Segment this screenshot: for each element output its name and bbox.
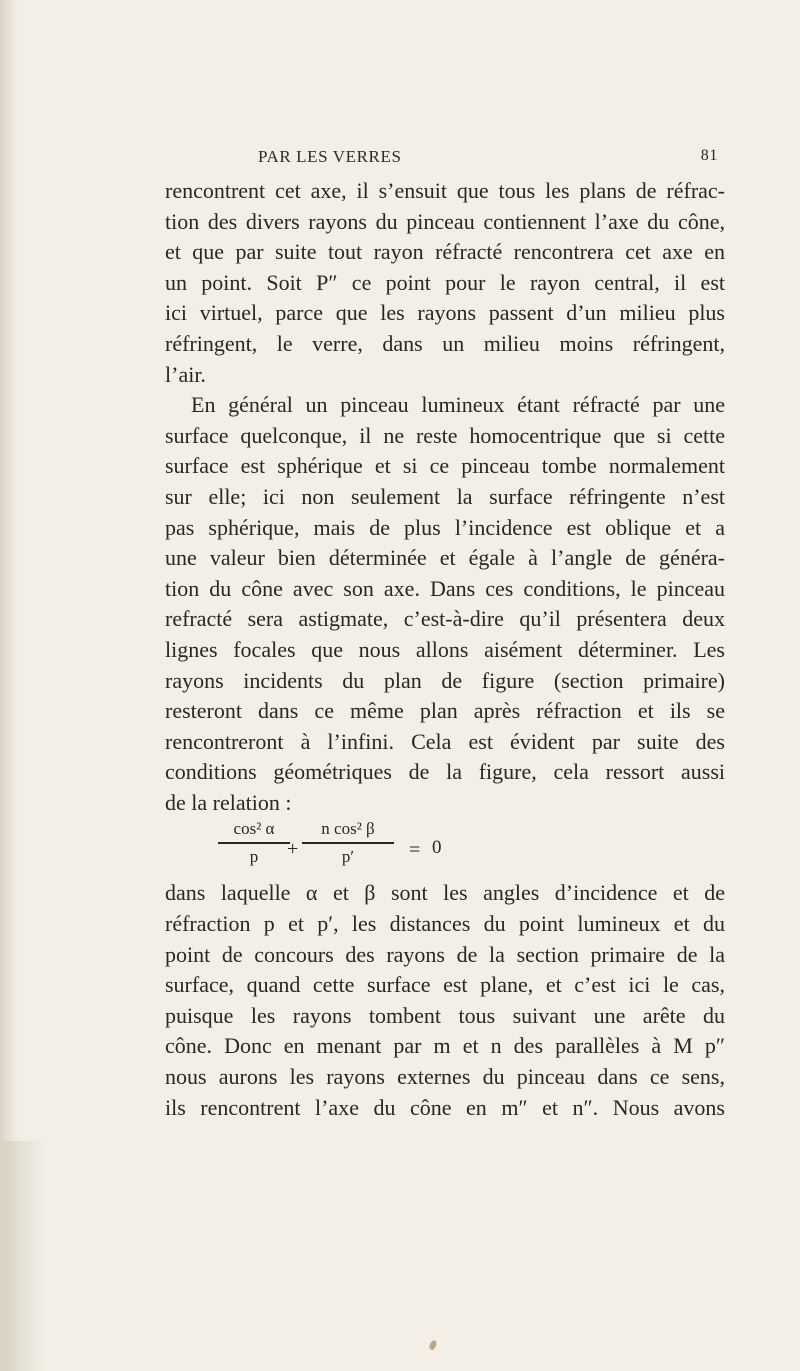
text-line: ils rencontrent l’axe du cône en m″ et n″. Nous avons (165, 1094, 725, 1120)
text-line: lignes focales que nous allons aisément déterminer. Les (165, 636, 725, 662)
body-text (165, 176, 725, 1123)
numerator-left: cos² α (233, 819, 275, 839)
plus-sign: + (287, 838, 299, 861)
text-line: réfraction p et p′, les distances du point lumineux et du (165, 911, 725, 937)
text-line: réfringent, le verre, dans un milieu moins réfringent, (165, 330, 725, 356)
text-line: cône. Donc en menant par m et n des parallèles à M p″ (165, 1033, 725, 1059)
text-line: En général un pinceau lumineux étant réfracté par une (191, 392, 725, 418)
fraction-left (218, 820, 290, 865)
fraction-right (302, 820, 394, 865)
text-line: surface, quand cette surface est plane, et c’est ici le cas, (165, 972, 725, 998)
text-line: rayons incidents du plan de figure (section primaire) (165, 667, 725, 693)
running-head: PAR LES VERRES (258, 147, 402, 166)
equation (165, 820, 725, 878)
text-line: une valeur bien déterminée et égale à l’angle de généra- (165, 545, 725, 571)
equals-sign: = (409, 839, 421, 862)
text-line: tion du cône avec son axe. Dans ces conditions, le pinceau (165, 575, 725, 601)
text-line: de la relation : (165, 789, 292, 815)
text-line: l’air. (165, 361, 206, 387)
denominator-right: p′ (341, 846, 355, 866)
text-line: refracté sera astigmate, c’est-à-dire qu’il présentera deux (165, 606, 725, 632)
text-line: surface quelconque, il ne reste homocentrique que si cette (165, 422, 725, 448)
text-line: tion des divers rayons du pinceau contiennent l’axe du cône, (165, 208, 725, 234)
text-line: rencontreront à l’infini. Cela est évident par suite des (165, 728, 725, 754)
page-number: 81 (700, 147, 718, 164)
page-corner-shadow (0, 1141, 46, 1371)
text-line: nous aurons les rayons externes du pinceau dans ce sens, (165, 1064, 725, 1090)
text-line: pas sphérique, mais de plus l’incidence est oblique et a (165, 514, 725, 540)
text-line: sur elle; ici non seulement la surface réfringente n’est (165, 483, 725, 509)
text-line: puisque les rayons tombent tous suivant une arête du (165, 1002, 725, 1028)
equation-rhs: 0 (432, 837, 442, 859)
text-line: surface est sphérique et si ce pinceau tombe normalement (165, 453, 725, 479)
denominator-left: p (249, 846, 259, 866)
fraction-bar (302, 842, 394, 843)
page-header (258, 147, 718, 173)
text-line: ici virtuel, parce que les rayons passent d’un milieu plus (165, 300, 725, 326)
text-line: un point. Soit P″ ce point pour le rayon central, il est (165, 269, 725, 295)
text-line: conditions géométriques de la figure, cela ressort aussi (165, 759, 725, 785)
fraction-bar (218, 842, 290, 843)
numerator-right: n cos² β (321, 819, 375, 839)
text-line: et que par suite tout rayon réfracté rencontrera cet axe en (165, 239, 725, 265)
paper-blemish (428, 1339, 438, 1351)
text-line: resteront dans ce même plan après réfraction et ils se (165, 698, 725, 724)
text-line: point de concours des rayons de la section primaire de la (165, 941, 725, 967)
text-line: dans laquelle α et β sont les angles d’incidence et de (165, 880, 725, 906)
text-line: rencontrent cet axe, il s’ensuit que tous les plans de réfrac- (165, 178, 725, 203)
